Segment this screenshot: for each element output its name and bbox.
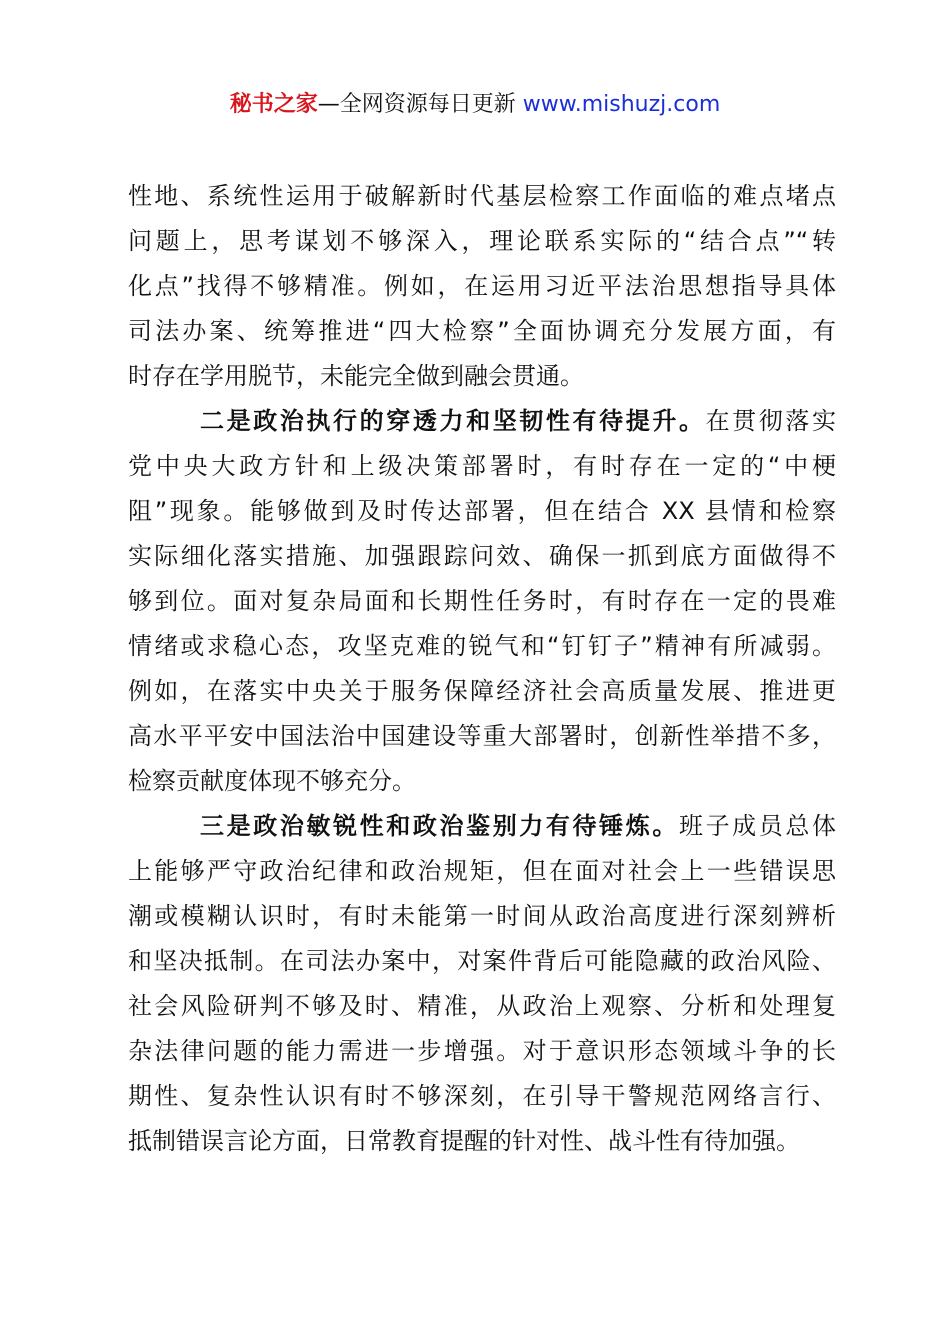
- text-line: 化点”找得不够精准。例如，在运用习近平法治思想指导具体: [128, 272, 836, 300]
- paragraph-heading: 二是政治执行的穿透力和坚韧性有待提升。: [200, 407, 706, 435]
- paragraph-1: [128, 178, 836, 403]
- text-line: 问题上，思考谋划不够深入，理论联系实际的“结合点”“转: [128, 227, 836, 255]
- text-line: 潮或模糊认识时，有时未能第一时间从政治高度进行深刻辨析: [128, 902, 836, 930]
- text-line: 党中央大政方针和上级决策部署时，有时存在一定的“中梗: [128, 452, 836, 480]
- text-line: 和坚决抵制。在司法办案中，对案件背后可能隐藏的政治风险、: [128, 947, 836, 975]
- text-line: 例如，在落实中央关于服务保障经济社会高质量发展、推进更: [128, 677, 836, 705]
- text-run: 在贯彻落实: [705, 407, 837, 435]
- paragraph-heading: 三是政治敏锐性和政治鉴别力有待锤炼。: [200, 812, 679, 840]
- text-line: 抵制错误言论方面，日常教育提醒的针对性、战斗性有待加强。: [128, 1127, 800, 1155]
- text-line: 阻”现象。能够做到及时传达部署，但在结合 XX 县情和检察: [128, 497, 836, 525]
- header-tagline: —全网资源每日更新: [317, 92, 523, 117]
- text-run: 班子成员总体: [678, 812, 837, 840]
- text-line: 期性、复杂性认识有时不够深刻，在引导干警规范网络言行、: [128, 1082, 836, 1110]
- text-line: 情绪或求稳心态，攻坚克难的锐气和“钉钉子”精神有所减弱。: [128, 632, 836, 660]
- text-line: 高水平平安中国法治中国建设等重大部署时，创新性举措不多，: [128, 722, 836, 750]
- text-line: [128, 808, 836, 853]
- text-line: 检察贡献度体现不够充分。: [128, 767, 416, 795]
- brand-name: 秘书之家: [229, 92, 318, 117]
- text-line: 够到位。面对复杂局面和长期性任务时，有时存在一定的畏难: [128, 587, 836, 615]
- text-line: 杂法律问题的能力需进一步增强。对于意识形态领域斗争的长: [128, 1037, 836, 1065]
- text-line: 实际细化落实措施、加强跟踪问效、确保一抓到底方面做得不: [128, 542, 836, 570]
- text-line: 司法办案、统筹推进“四大检察”全面协调充分发展方面，有: [128, 317, 836, 345]
- text-line: 时存在学用脱节，未能完全做到融会贯通。: [128, 362, 584, 390]
- page-header: [0, 88, 950, 122]
- paragraph-2: [128, 403, 836, 808]
- document-body: [128, 178, 836, 1168]
- text-line: [128, 403, 836, 448]
- text-line: 上能够严守政治纪律和政治规矩，但在面对社会上一些错误思: [128, 857, 836, 885]
- text-line: 社会风险研判不够及时、精准，从政治上观察、分析和处理复: [128, 992, 836, 1020]
- website-link[interactable]: www.mishuzj.com: [522, 92, 721, 117]
- text-line: 性地、系统性运用于破解新时代基层检察工作面临的难点堵点: [128, 182, 836, 210]
- paragraph-3: [128, 808, 836, 1168]
